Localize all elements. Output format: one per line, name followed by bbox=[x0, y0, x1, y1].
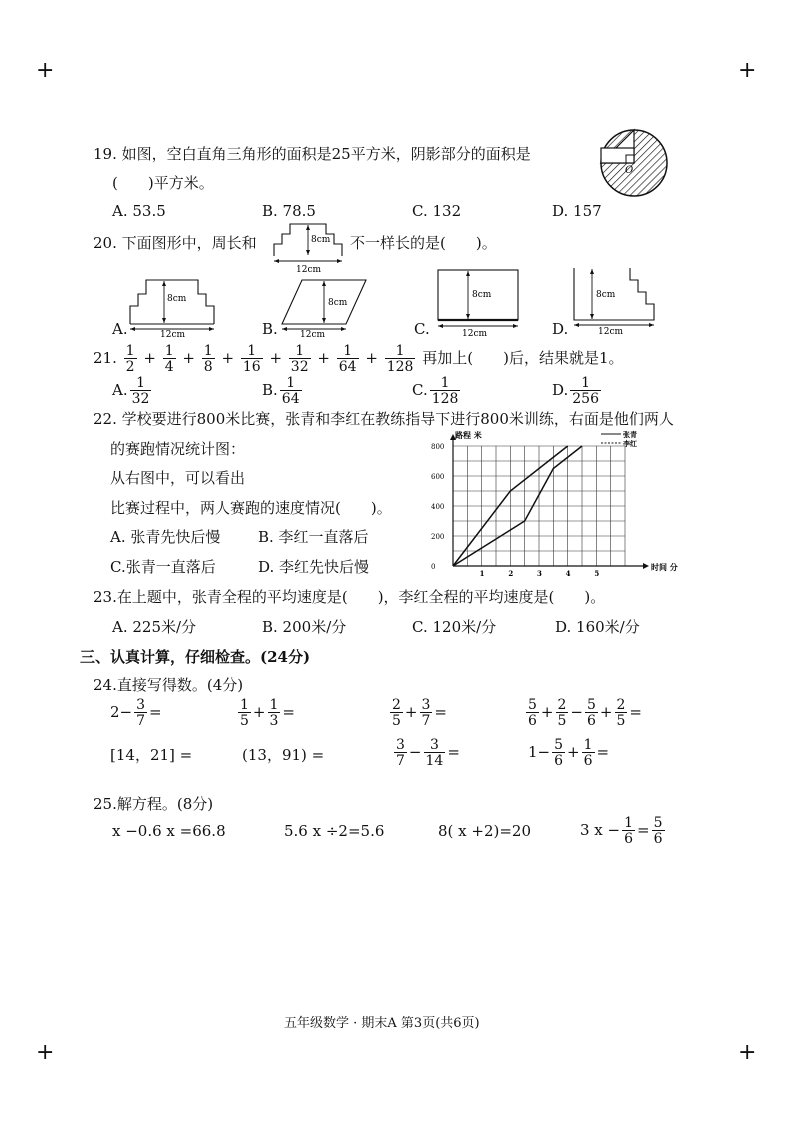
q25-equation-3: 8( x +2)=20 bbox=[438, 822, 532, 840]
q21-term-7: $\frac{1}{128}$ bbox=[386, 343, 414, 375]
y-tick-label: 400 bbox=[431, 503, 445, 511]
q24-item-7: $\frac{3}{7}$ − $\frac{3}{14}$ = bbox=[396, 737, 460, 769]
y-tick-label: 800 bbox=[431, 443, 445, 451]
plus-sign: + bbox=[143, 349, 156, 367]
q20-ref-width: 12cm bbox=[296, 265, 322, 275]
q19-stem-blank: ( )平方米。 bbox=[112, 174, 214, 192]
x-axis-arrow bbox=[643, 563, 649, 569]
y-tick-label: 200 bbox=[431, 533, 445, 541]
q24-item-6: (13，91) = bbox=[242, 746, 325, 764]
registration-mark-br: + bbox=[738, 1040, 757, 1065]
q21-option-a: A. $\frac{1}{32}$ bbox=[112, 375, 150, 407]
legend-label-1: 张青 bbox=[623, 430, 637, 439]
q23-option-a: A. 225米/分 bbox=[112, 618, 197, 636]
q20-c-width: 12cm bbox=[462, 329, 488, 338]
q19-option-d: D. 157 bbox=[552, 202, 602, 220]
page-footer: 五年级数学 · 期末A 第3页(共6页) bbox=[284, 1016, 480, 1031]
q23-option-d: D. 160米/分 bbox=[555, 618, 640, 636]
q21-option-b: B. $\frac{1}{64}$ bbox=[262, 375, 300, 407]
q19-circle-figure bbox=[598, 128, 674, 198]
q25-equation-4: 3 x − $\frac{1}{6}$ = $\frac{5}{6}$ bbox=[580, 815, 663, 847]
q22-line3: 从右图中，可以看出 bbox=[110, 469, 246, 487]
plus-sign: + bbox=[365, 349, 378, 367]
q25-equation-2: 5.6 x ÷2=5.6 bbox=[284, 822, 385, 840]
q22-line2: 的赛跑情况统计图： bbox=[110, 440, 246, 458]
q24-item-5: [14，21] = bbox=[110, 746, 193, 764]
q24-item-8: 1− $\frac{5}{6}$ + $\frac{1}{6}$ = bbox=[528, 737, 610, 769]
y-axis-label: 路程 米 bbox=[455, 430, 482, 440]
legend-label-2: 李红 bbox=[623, 439, 637, 448]
q21-term-4: $\frac{1}{16}$ bbox=[242, 343, 261, 375]
q20-d-height: 8cm bbox=[596, 290, 616, 300]
q21-number: 21. bbox=[93, 349, 117, 367]
x-tick-label: 2 bbox=[508, 569, 514, 578]
q20-stem-part2: 不一样长的是( )。 bbox=[350, 234, 497, 252]
q19-stem: 19. 如图，空白直角三角形的面积是25平方米，阴影部分的面积是 bbox=[93, 145, 531, 163]
q24-item-1: 2− $\frac{3}{7}$ = bbox=[110, 697, 162, 729]
x-axis-label: 时间 分 bbox=[651, 562, 678, 572]
q20-c-height: 8cm bbox=[472, 290, 492, 300]
q20-b-width: 12cm bbox=[300, 330, 326, 338]
q21-tail: 再加上( )后，结果就是1。 bbox=[422, 349, 624, 367]
q20-option-a-letter: A. bbox=[112, 320, 128, 338]
q22-line4: 比赛过程中，两人赛跑的速度情况( )。 bbox=[110, 499, 392, 517]
race-line-chart bbox=[425, 426, 685, 584]
q20-a-height: 8cm bbox=[167, 294, 187, 304]
q22-line1: 22. 学校要进行800米比赛，张青和李红在教练指导下进行800米训练，右面是他们两人 bbox=[93, 410, 674, 428]
q21-expression bbox=[93, 344, 624, 374]
q24-item-2: $\frac{1}{5}$ + $\frac{1}{3}$ = bbox=[240, 697, 295, 729]
q20-d-width: 12cm bbox=[598, 327, 624, 336]
x-tick-label: 1 bbox=[479, 569, 485, 578]
q19-option-b: B. 78.5 bbox=[262, 202, 316, 220]
q22-option-a: A. 张青先快后慢 bbox=[110, 528, 221, 546]
q19-option-c: C. 132 bbox=[412, 202, 462, 220]
q20-option-c-figure bbox=[432, 266, 524, 338]
q24-item-4: $\frac{5}{6}$ + $\frac{2}{5}$ − $\frac{5}{6}$ + $\frac{2}{5}$ = bbox=[528, 697, 642, 729]
q20-option-a-figure bbox=[126, 268, 218, 338]
q20-option-c-letter: C. bbox=[414, 320, 430, 338]
plus-sign: + bbox=[269, 349, 283, 367]
q22-option-b: B. 李红一直落后 bbox=[258, 528, 369, 546]
registration-mark-tr: + bbox=[738, 58, 757, 83]
q21-term-1: $\frac{1}{2}$ bbox=[125, 343, 135, 375]
q20-option-b-letter: B. bbox=[262, 320, 278, 338]
plus-sign: + bbox=[317, 349, 330, 367]
q24-title: 24.直接写得数。(4分) bbox=[93, 676, 244, 694]
q20-option-d-figure bbox=[568, 264, 660, 336]
q23-option-b: B. 200米/分 bbox=[262, 618, 347, 636]
registration-mark-bl: + bbox=[36, 1040, 55, 1065]
q22-option-d: D. 李红先快后慢 bbox=[258, 558, 370, 576]
q23-option-c: C. 120米/分 bbox=[412, 618, 497, 636]
q21-option-d: D. $\frac{1}{256}$ bbox=[552, 375, 599, 407]
q21-term-2: $\frac{1}{4}$ bbox=[164, 343, 174, 375]
q25-title: 25.解方程。(8分) bbox=[93, 795, 214, 813]
q20-ref-height: 8cm bbox=[311, 235, 331, 245]
q21-term-3: $\frac{1}{8}$ bbox=[203, 343, 213, 375]
q20-option-b-figure bbox=[278, 272, 370, 338]
section-3-heading: 三、认真计算，仔细检查。(24分) bbox=[80, 648, 311, 666]
q21-option-c: C. $\frac{1}{128}$ bbox=[412, 375, 459, 407]
x-tick-label: 5 bbox=[594, 569, 600, 578]
q21-term-6: $\frac{1}{64}$ bbox=[338, 343, 357, 375]
q23-stem: 23.在上题中，张青全程的平均速度是( )，李红全程的平均速度是( )。 bbox=[93, 588, 606, 606]
q24-item-3: $\frac{2}{5}$ + $\frac{3}{7}$ = bbox=[392, 697, 447, 729]
q22-option-c: C.张青一直落后 bbox=[110, 558, 216, 576]
y-tick-label: 600 bbox=[431, 473, 445, 481]
q21-term-5: $\frac{1}{32}$ bbox=[290, 343, 309, 375]
q20-a-width: 12cm bbox=[160, 330, 186, 338]
q20-b-height: 8cm bbox=[328, 298, 348, 308]
q19-option-a: A. 53.5 bbox=[112, 202, 166, 220]
plus-sign: + bbox=[221, 349, 235, 367]
q20-stem-part1: 20. 下面图形中，周长和 bbox=[93, 234, 257, 252]
registration-mark-tl: + bbox=[36, 58, 55, 83]
q25-equation-1: x −0.6 x =66.8 bbox=[112, 822, 226, 840]
plus-sign: + bbox=[182, 349, 195, 367]
x-tick-label: 3 bbox=[537, 569, 542, 578]
q19-circle-center-label: O bbox=[625, 165, 634, 176]
q20-reference-figure bbox=[268, 218, 350, 276]
x-tick-label: 4 bbox=[565, 569, 571, 578]
q20-option-d-letter: D. bbox=[552, 320, 569, 338]
y-tick-label: 0 bbox=[431, 563, 436, 571]
